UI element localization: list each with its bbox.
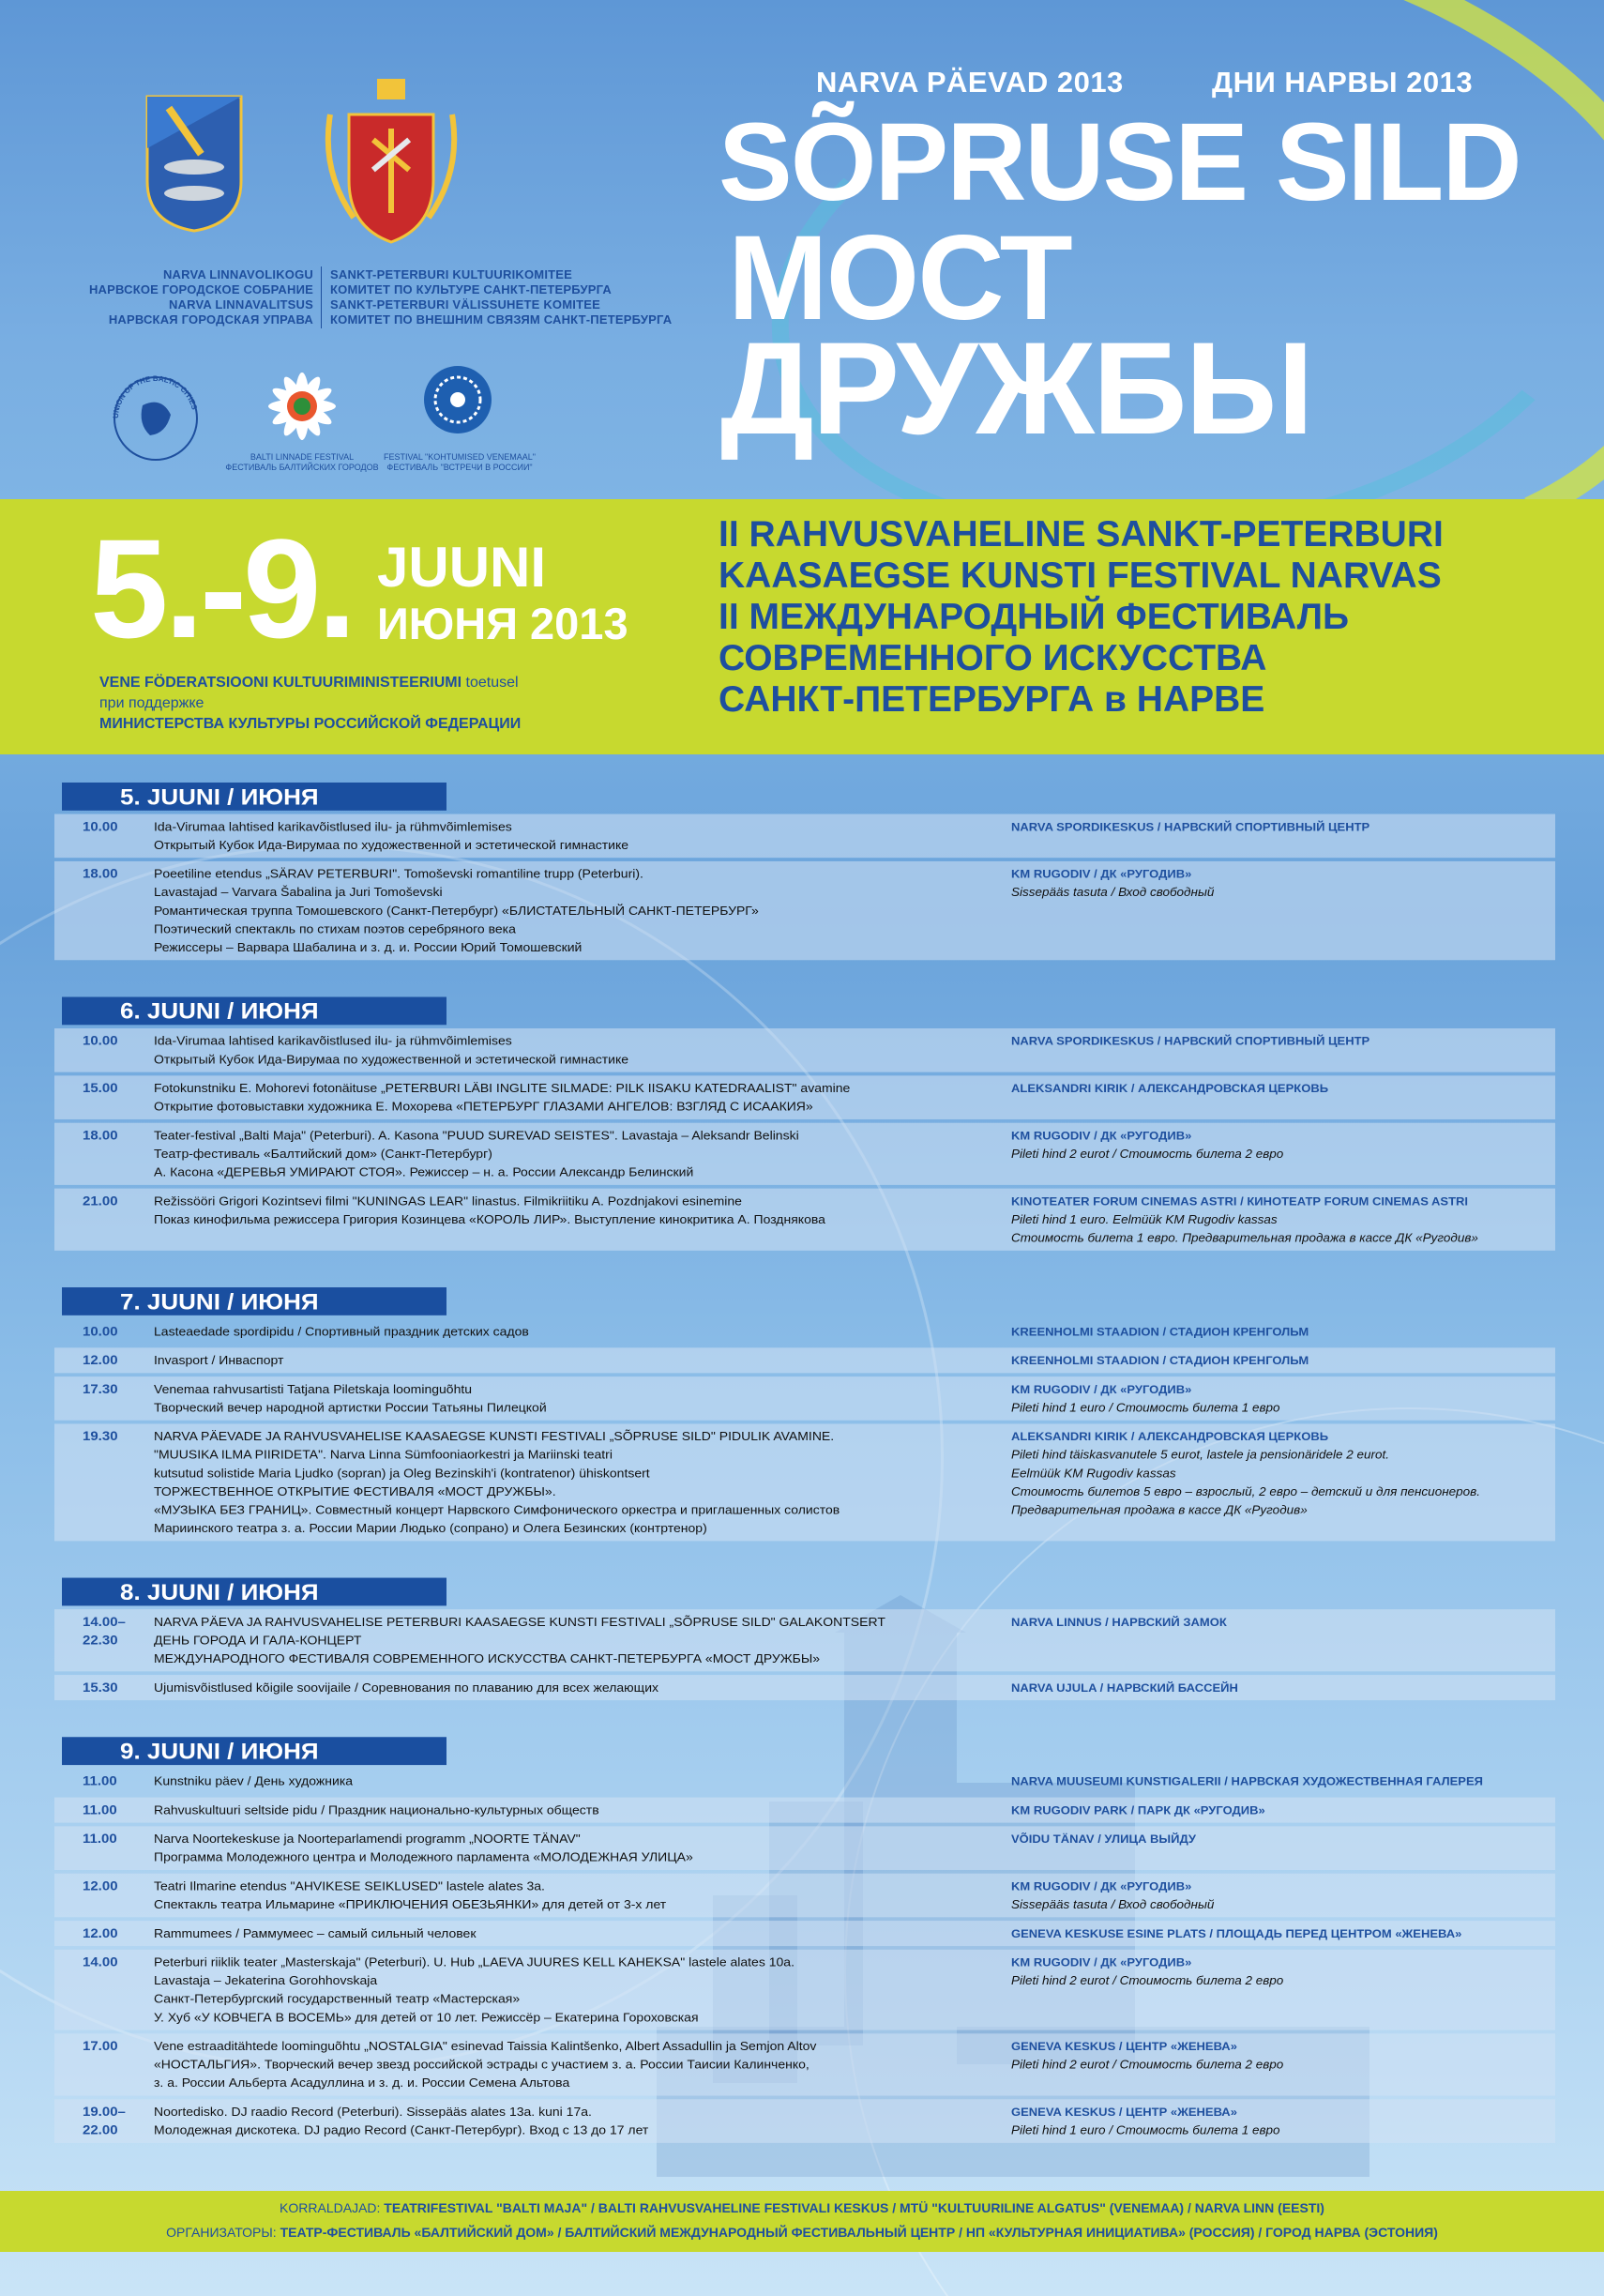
event-description [154, 1613, 1054, 1668]
event-description-line: Режиссеры – Варвара Шабалина и з. д. и. России Юрий Томошевский [154, 939, 583, 954]
event-description [154, 1126, 1054, 1181]
venue-name: KM RUGODIV / ДК «РУГОДИВ» [1011, 1382, 1192, 1396]
event-description-line: Lavastaja – Jekaterina Gorohhovskaja [154, 1972, 378, 1987]
event-description-line: «НОСТАЛЬГИЯ». Творческий вечер звезд российской эстрады с участием з. а. России Таисии Калинченко, [154, 2057, 810, 2072]
event-row [54, 1189, 1555, 1251]
event-time-line: 18.00 [83, 866, 118, 882]
day-section [54, 783, 1555, 964]
venue-name: KM RUGODIV PARK / ПАРК ДК «РУГОДИВ» [1011, 1803, 1265, 1817]
venue-name: NARVA LINNUS / НАРВСКИЙ ЗАМОК [1011, 1615, 1227, 1629]
narva-org-names [0, 267, 313, 327]
event-time [83, 817, 148, 836]
venue-name: GENEVA KESKUS / ЦЕНТР «ЖЕНЕВА» [1011, 2039, 1237, 2053]
event-venue [1011, 1126, 1555, 1163]
support-et-bold: VENE FÖDERATSIOONI KULTUURIMINISTEERIUMI [99, 675, 462, 691]
event-row [54, 1675, 1555, 1700]
festival-title-line: САНКТ-ПЕТЕРБУРГА в НАРВЕ [719, 679, 1265, 720]
event-time [83, 1032, 148, 1051]
event-time [83, 1079, 148, 1098]
event-row [54, 1874, 1555, 1918]
ticket-note: Sissepääs tasuta / Вход свободный [1011, 886, 1215, 900]
event-description [154, 1351, 1054, 1370]
event-description-line: "MUUSIKA ILMA PIIRIDETA". Narva Linna Sümfooniaorkestri ja Mariinski teatri [154, 1447, 613, 1462]
petersburg-org-names [330, 267, 672, 327]
venue-name: NARVA UJULA / НАРВСКИЙ БАССЕЙН [1011, 1680, 1238, 1695]
ticket-note: Eelmüük KM Rugodiv kassas [1011, 1467, 1176, 1481]
event-time-line: 10.00 [83, 1033, 118, 1049]
ticket-note: Pileti hind 1 euro. Eelmüük KM Rugodiv kassas [1011, 1212, 1278, 1226]
event-description-line: NARVA PÄEVA JA RAHVUSVAHELISE PETERBURI KAASAEGSE KUNSTI FESTIVALI „SÕPRUSE SILD" GALAKONTSERT [154, 1614, 885, 1629]
org-line: NARVA LINNAVALITSUS [168, 297, 313, 312]
event-description-line: Ida-Virumaa lahtised karikavõistlused ilu- ja rühmvõimlemises [154, 819, 512, 834]
event-description-line: Lasteaedade spordipidu / Спортивный праздник детских садов [154, 1324, 529, 1339]
venue-name: KM RUGODIV / ДК «РУГОДИВ» [1011, 867, 1192, 881]
event-description-line: Театр-фестиваль «Балтийский дом» (Санкт-Петербург) [154, 1146, 492, 1161]
event-row [54, 1376, 1555, 1421]
venue-name: GENEVA KESKUS / ЦЕНТР «ЖЕНЕВА» [1011, 2105, 1237, 2119]
day-header: 6. JUUNI / ИЮНЯ [62, 996, 446, 1025]
event-description [154, 2103, 1054, 2139]
day-section [54, 996, 1555, 1254]
festival-title-line: II МЕЖДУНАРОДНЫЙ ФЕСТИВАЛЬ [719, 597, 1350, 637]
meetings-in-russia-logo-icon [420, 362, 495, 437]
support-ru-line1: при поддержке [99, 695, 204, 711]
event-time [83, 1830, 148, 1848]
event-time [83, 1679, 148, 1697]
event-description [154, 1801, 1054, 1819]
event-description-line: «МУЗЫКА БЕЗ ГРАНИЦ». Совместный концерт Нарвского Симфонического оркестра и приглашенных солистов [154, 1502, 840, 1517]
event-description-line: Teater-festival „Balti Maja" (Peterburi). A. Kasona "PUUD SUREVAD SEISTES". Lavastaja – Aleksandr Belinski [154, 1128, 799, 1143]
event-venue [1011, 2103, 1555, 2139]
event-venue [1011, 1613, 1555, 1632]
org-line: NARVA LINNAVOLIKOGU [162, 267, 313, 281]
subtitle-et: NARVA PÄEVAD 2013 [816, 66, 1124, 99]
event-row [54, 1028, 1555, 1072]
event-description-line: Молодежная дискотека. DJ радио Record (Санкт-Петербург). Вход с 13 до 17 лет [154, 2122, 649, 2137]
event-time [83, 1126, 148, 1145]
event-description [154, 1679, 1054, 1697]
event-description-line: ДЕНЬ ГОРОДА И ГАЛА-КОНЦЕРТ [154, 1633, 362, 1648]
event-time [83, 2037, 148, 2056]
event-description-line: А. Касона «ДЕРЕВЬЯ УМИРАЮТ СТОЯ». Режиссер – н. а. России Александр Белинский [154, 1164, 694, 1179]
event-description-line: Открытие фотовыставки художника Е. Мохорева «ПЕТЕРБУРГ ГЛАЗАМИ АНГЕЛОВ: ВЗГЛЯД С ИСААКИЯ» [154, 1099, 813, 1114]
event-description-line: Мариинского театра з. а. России Марии Людько (сопрано) и Олега Безинских (контртенор) [154, 1520, 707, 1535]
venue-name: NARVA MUUSEUMI KUNSTIGALERII / НАРВСКАЯ ХУДОЖЕСТВЕННАЯ ГАЛЕРЕЯ [1011, 1774, 1483, 1788]
venue-name: ALEKSANDRI KIRIK / АЛЕКСАНДРОВСКАЯ ЦЕРКОВЬ [1011, 1429, 1329, 1443]
venue-name: ALEKSANDRI KIRIK / АЛЕКСАНДРОВСКАЯ ЦЕРКОВЬ [1011, 1081, 1329, 1095]
title-et: SÕPRUSE SILD [719, 100, 1521, 224]
event-time-line: 12.00 [83, 1352, 118, 1368]
event-time-line: 17.30 [83, 1381, 118, 1397]
ticket-note: Sissepääs tasuta / Вход свободный [1011, 1897, 1215, 1911]
event-row [54, 1123, 1555, 1185]
event-venue [1011, 1772, 1555, 1791]
event-description-line: Поэтический спектакль по стихам поэтов серебряного века [154, 921, 516, 936]
event-description-line: Kunstniku päev / День художника [154, 1773, 354, 1788]
event-row [54, 1798, 1555, 1823]
venue-name: KM RUGODIV / ДК «РУГОДИВ» [1011, 1129, 1192, 1143]
organizers-et: KORRALDAJAD: TEATRIFESTIVAL "BALTI MAJA" / BALTI RAHVUSVAHELINE FESTIVALI KESKUS / MTÜ "KULTUURILINE ALGATUS" (VENEMAA) / NARVA LINN (EESTI) [280, 2200, 1324, 2215]
event-time [83, 1801, 148, 1819]
event-time [83, 1380, 148, 1399]
event-description [154, 1877, 1054, 1913]
venue-name: VÕIDU TÄNAV / УЛИЦА ВЫЙДУ [1011, 1832, 1196, 1846]
support-et-rest: toetusel [465, 675, 519, 691]
event-description-line: Invasport / Инваспорт [154, 1352, 284, 1367]
ticket-note: Предварительная продажа в кассе ДК «Ругодив» [1011, 1503, 1308, 1517]
event-row [54, 1950, 1555, 2030]
event-description-line: У. Хуб «У КОВЧЕГА В ВОСЕМЬ» для детей от 10 лет. Режиссёр – Екатерина Гороховская [154, 2010, 699, 2025]
event-venue [1011, 1679, 1555, 1697]
event-time [83, 1924, 148, 1943]
day-header: 5. JUUNI / ИЮНЯ [62, 783, 446, 811]
event-description [154, 817, 1054, 854]
month-et: JUUNI [377, 536, 547, 599]
ministry-support [99, 673, 521, 735]
event-description-line: МЕЖДУНАРОДНОГО ФЕСТИВАЛЯ СОВРЕМЕННОГО ИСКУССТВА САНКТ-ПЕТЕРБУРГА «МОСТ ДРУЖБЫ» [154, 1650, 821, 1665]
event-row [54, 1769, 1555, 1794]
event-description-line: Poeetiline etendus „SÄRAV PETERBURI". Tomoševski romantiline trupp (Peterburi). [154, 866, 643, 881]
event-time-line: 22.00 [83, 2122, 118, 2138]
ubc-logo-text: UNION OF THE BALTIC CITIES [111, 373, 199, 419]
festival-title-line: II RAHVUSVAHELINE SANKT-PETERBURI [719, 514, 1444, 555]
venue-name: KREENHOLMI STAADION / СТАДИОН КРЕНГОЛЬМ [1011, 1325, 1309, 1339]
event-time-line: 10.00 [83, 1324, 118, 1340]
venue-name: NARVA SPORDIKESKUS / НАРВСКИЙ СПОРТИВНЫЙ ЦЕНТР [1011, 1034, 1370, 1048]
event-time-line: 18.00 [83, 1128, 118, 1144]
event-description-line: ТОРЖЕСТВЕННОЕ ОТКРЫТИЕ ФЕСТИВАЛЯ «МОСТ ДРУЖБЫ». [154, 1483, 556, 1498]
event-description-line: kutsutud solistide Maria Ljudko (sopran) ja Oleg Bezinskih'i (kontratenor) ühiskontsert [154, 1466, 650, 1481]
title-ru-line1: МОСТ [728, 211, 1071, 345]
event-time-line: 15.30 [83, 1680, 118, 1695]
event-row [54, 1347, 1555, 1373]
event-description-line: Открытый Кубок Ида-Вирумаа по художественной и эстетической гимнастике [154, 1052, 629, 1067]
event-description-line: Peterburi riiklik teater „Masterskaja" (Peterburi). U. Hub „LAEVA JUURES KELL KAHEKSA" lastele alates 10a. [154, 1954, 794, 1969]
event-venue [1011, 1427, 1555, 1519]
event-venue [1011, 817, 1555, 836]
venue-name: KM RUGODIV / ДК «РУГОДИВ» [1011, 1955, 1192, 1969]
event-venue [1011, 1192, 1555, 1247]
event-description-line: Režissööri Grigori Kozintsevi filmi "KUNINGAS LEAR" linastus. Filmikriitiku A. Pozdnjakovi esinemine [154, 1194, 742, 1209]
subtitle-ru: ДНИ НАРВЫ 2013 [1212, 66, 1474, 99]
support-ru-bold: МИНИСТЕРСТВА КУЛЬТУРЫ РОССИЙСКОЙ ФЕДЕРАЦИИ [99, 716, 522, 732]
event-row [54, 1921, 1555, 1946]
event-description-line: Lavastajad – Varvara Šabalina ja Juri Tomoševski [154, 885, 443, 900]
event-description [154, 1192, 1054, 1228]
event-description [154, 1924, 1054, 1943]
event-description-line: Fotokunstniku E. Mohorevi fotonäituse „PETERBURI LÄBI INGLITE SILMADE: PILK IISAKU KATEDRAALIST" avamine [154, 1080, 851, 1095]
event-row [54, 2099, 1555, 2143]
org-line: КОМИТЕТ ПО ВНЕШНИМ СВЯЗЯМ САНКТ-ПЕТЕРБУРГА [330, 312, 673, 327]
title-ru-line2: ДРУЖБЫ [720, 314, 1312, 462]
event-time [83, 1351, 148, 1370]
day-header: 9. JUUNI / ИЮНЯ [62, 1737, 446, 1765]
event-time-line: 11.00 [83, 1802, 117, 1818]
ticket-note: Стоимость билета 1 евро. Предварительная продажа в кассе ДК «Ругодив» [1011, 1231, 1478, 1245]
event-description-line: Teatri Ilmarine etendus "AHVIKESE SEIKLUSED" lastele alates 3a. [154, 1878, 545, 1893]
event-time [83, 865, 148, 884]
event-description [154, 2037, 1054, 2092]
organizers-ru: ОРГАНИЗАТОРЫ: ТЕАТР-ФЕСТИВАЛЬ «БАЛТИЙСКИЙ ДОМ» / БАЛТИЙСКИЙ МЕЖДУНАРОДНЫЙ ФЕСТИВАЛЬНЫЙ ЦЕНТР / НП «КУЛЬТУРНАЯ ИНИЦИАТИВА» (РОССИЯ) / ГОРОД НАРВА (ЭСТОНИЯ) [166, 2225, 1438, 2240]
event-venue [1011, 1877, 1555, 1913]
event-time-line: 14.00– [83, 1614, 126, 1630]
ticket-note: Pileti hind 1 euro / Стоимость билета 1 евро [1011, 1401, 1280, 1415]
event-time-line: 12.00 [83, 1878, 118, 1894]
event-row [54, 2033, 1555, 2095]
organizers-footer [0, 2191, 1604, 2252]
event-venue [1011, 1954, 1555, 1990]
event-description [154, 1830, 1054, 1866]
event-time-line: 11.00 [83, 1831, 117, 1847]
event-description-line: Rammumees / Раммумеес – самый сильный человек [154, 1925, 477, 1940]
event-venue [1011, 1924, 1555, 1943]
event-time [83, 1877, 148, 1895]
event-time-line: 22.30 [83, 1633, 118, 1649]
day-header: 8. JUUNI / ИЮНЯ [62, 1578, 446, 1606]
event-description [154, 1322, 1054, 1341]
event-time [83, 1772, 148, 1791]
event-time-line: 21.00 [83, 1194, 118, 1209]
ticket-note: Pileti hind täiskasvanutele 5 eurot, lastele ja pensionäridele 2 eurot. [1011, 1448, 1390, 1462]
event-description [154, 1954, 1054, 2027]
event-description [154, 1032, 1054, 1069]
event-description-line: Открытый Кубок Ида-Вирумаа по художественной и эстетической гимнастике [154, 837, 629, 852]
venue-name: KINOTEATER FORUM CINEMAS ASTRI / КИНОТЕАТР FORUM CINEMAS ASTRI [1011, 1194, 1469, 1209]
event-description-line: Narva Noortekeskuse ja Noorteparlamendi programm „NOORTE TÄNAV" [154, 1831, 581, 1846]
event-description-line: Романтическая труппа Томошевского (Санкт-Петербург) «БЛИСТАТЕЛЬНЫЙ САНКТ-ПЕТЕРБУРГ» [154, 903, 759, 918]
narva-coat-of-arms-icon [143, 92, 246, 233]
event-time-line: 12.00 [83, 1925, 118, 1941]
festival-title-line: KAASAEGSE KUNSTI FESTIVAL NARVAS [719, 555, 1442, 596]
union-baltic-cities-logo-icon [105, 368, 206, 469]
event-description [154, 1079, 1054, 1116]
venue-name: GENEVA KESKUSE ESINE PLATS / ПЛОЩАДЬ ПЕРЕД ЦЕНТРОМ «ЖЕНЕВА» [1011, 1926, 1462, 1940]
event-description-line: Программа Молодежного центра и Молодежного парламента «МОЛОДЕЖНАЯ УЛИЦА» [154, 1849, 693, 1864]
event-row [54, 1826, 1555, 1870]
event-time-line: 10.00 [83, 819, 118, 835]
baltic-festival-caption: BALTI LINNADE FESTIVAL ФЕСТИВАЛЬ БАЛТИЙСКИХ ГОРОДОВ [225, 452, 379, 472]
event-description-line: Показ кинофильма режиссера Григория Козинцева «КОРОЛЬ ЛИР». Выступление кинокритика А. Позднякова [154, 1211, 825, 1226]
event-time-line: 15.00 [83, 1080, 118, 1096]
day-section [54, 1287, 1555, 1544]
event-time [83, 1954, 148, 1972]
event-description-line: Vene estraaditähtede loominguõhtu „NOSTALGIA" esinevad Taissia Kalintšenko, Albert Assadullin ja Semjon Altov [154, 2038, 817, 2053]
saint-petersburg-coat-of-arms-icon [321, 77, 462, 246]
month-ru: ИЮНЯ 2013 [377, 599, 628, 648]
event-venue [1011, 1032, 1555, 1051]
event-row [54, 814, 1555, 859]
event-description [154, 1427, 1054, 1537]
org-line: НАРВСКАЯ ГОРОДСКАЯ УПРАВА [108, 312, 313, 327]
ticket-note: Pileti hind 2 eurot / Стоимость билета 2 евро [1011, 1147, 1284, 1161]
event-time [83, 1192, 148, 1210]
event-row [54, 861, 1555, 960]
festival-title [719, 514, 1444, 721]
event-venue [1011, 1322, 1555, 1341]
ticket-note: Pileti hind 2 eurot / Стоимость билета 2 евро [1011, 2058, 1284, 2072]
event-description-line: NARVA PÄEVADE JA RAHVUSVAHELISE KAASAEGSE KUNSTI FESTIVALI „SÕPRUSE SILD" PIDULIK AVAMINE. [154, 1429, 835, 1443]
ticket-note: Стоимость билетов 5 евро – взрослый, 2 евро – детский и для пенсионеров. [1011, 1484, 1480, 1498]
event-venue [1011, 2037, 1555, 2074]
org-line: SANKT-PETERBURI KULTUURIKOMITEE [330, 267, 573, 281]
event-venue [1011, 1380, 1555, 1417]
event-description-line: Rahvuskultuuri seltside pidu / Праздник национально-культурных обществ [154, 1802, 599, 1817]
festival-dates: 5.-9. [90, 509, 354, 667]
event-description-line: Ida-Virumaa lahtised karikavõistlused ilu- ja rühmvõimlemises [154, 1033, 512, 1048]
event-description [154, 1772, 1054, 1791]
venue-name: KREENHOLMI STAADION / СТАДИОН КРЕНГОЛЬМ [1011, 1353, 1309, 1367]
venue-name: NARVA SPORDIKESKUS / НАРВСКИЙ СПОРТИВНЫЙ ЦЕНТР [1011, 820, 1370, 834]
ticket-note: Pileti hind 1 euro / Стоимость билета 1 евро [1011, 2123, 1280, 2137]
event-description-line: Noortedisko. DJ raadio Record (Peterburi). Sissepääs alates 13a. kuni 17a. [154, 2104, 592, 2119]
event-time-line: 19.00– [83, 2104, 126, 2120]
baltic-cities-festival-logo-icon [255, 364, 349, 449]
day-header: 7. JUUNI / ИЮНЯ [62, 1287, 446, 1315]
event-description-line: Спектакль театра Ильмарине «ПРИКЛЮЧЕНИЯ ОБЕЗЬЯНКИ» для детей от 3-х лет [154, 1896, 667, 1911]
festival-title-line: СОВРЕМЕННОГО ИСКУССТВА [719, 638, 1267, 678]
event-description-line: Санкт-Петербургский государственный театр «Мастерская» [154, 1991, 521, 2006]
event-time [83, 1613, 148, 1650]
event-time [83, 1322, 148, 1341]
event-time-line: 11.00 [83, 1773, 117, 1789]
russia-festival-caption: FESTIVAL "KOHTUMISED VENEMAAL" ФЕСТИВАЛЬ "ВСТРЕЧИ В РОССИИ" [384, 452, 536, 472]
event-time-line: 17.00 [83, 2038, 118, 2054]
org-line: SANKT-PETERBURI VÄLISSUHETE KOMITEE [330, 297, 600, 312]
event-description [154, 1380, 1054, 1417]
org-line: НАРВСКОЕ ГОРОДСКОЕ СОБРАНИЕ [88, 282, 313, 297]
event-time [83, 2103, 148, 2139]
event-time-line: 14.00 [83, 1954, 118, 1970]
event-venue [1011, 1830, 1555, 1848]
event-description-line: Venemaa rahvusartisti Tatjana Piletskaja loominguõhtu [154, 1381, 473, 1396]
event-row [54, 1075, 1555, 1119]
day-section [54, 1578, 1555, 1704]
event-row [54, 1319, 1555, 1345]
event-row [54, 1423, 1555, 1541]
event-description-line: Ujumisvõistlused kõigile soovijaile / Соревнования по плаванию для всех желающих [154, 1680, 659, 1695]
event-row [54, 1609, 1555, 1671]
day-section [54, 1737, 1555, 2146]
event-venue [1011, 1351, 1555, 1370]
org-line: КОМИТЕТ ПО КУЛЬТУРЕ САНКТ-ПЕТЕРБУРГА [330, 282, 613, 297]
event-description-line: з. а. России Альберта Асадуллина и з. д. и. России Семена Альтова [154, 2076, 570, 2091]
venue-name: KM RUGODIV / ДК «РУГОДИВ» [1011, 1879, 1192, 1893]
event-venue [1011, 1801, 1555, 1819]
event-venue [1011, 865, 1555, 902]
org-divider [321, 266, 322, 328]
event-time-line: 19.30 [83, 1429, 118, 1444]
event-time [83, 1427, 148, 1446]
ticket-note: Pileti hind 2 eurot / Стоимость билета 2 евро [1011, 1973, 1284, 1987]
event-venue [1011, 1079, 1555, 1098]
event-description [154, 865, 1054, 957]
event-description-line: Творческий вечер народной артистки России Татьяны Пилецкой [154, 1400, 547, 1415]
